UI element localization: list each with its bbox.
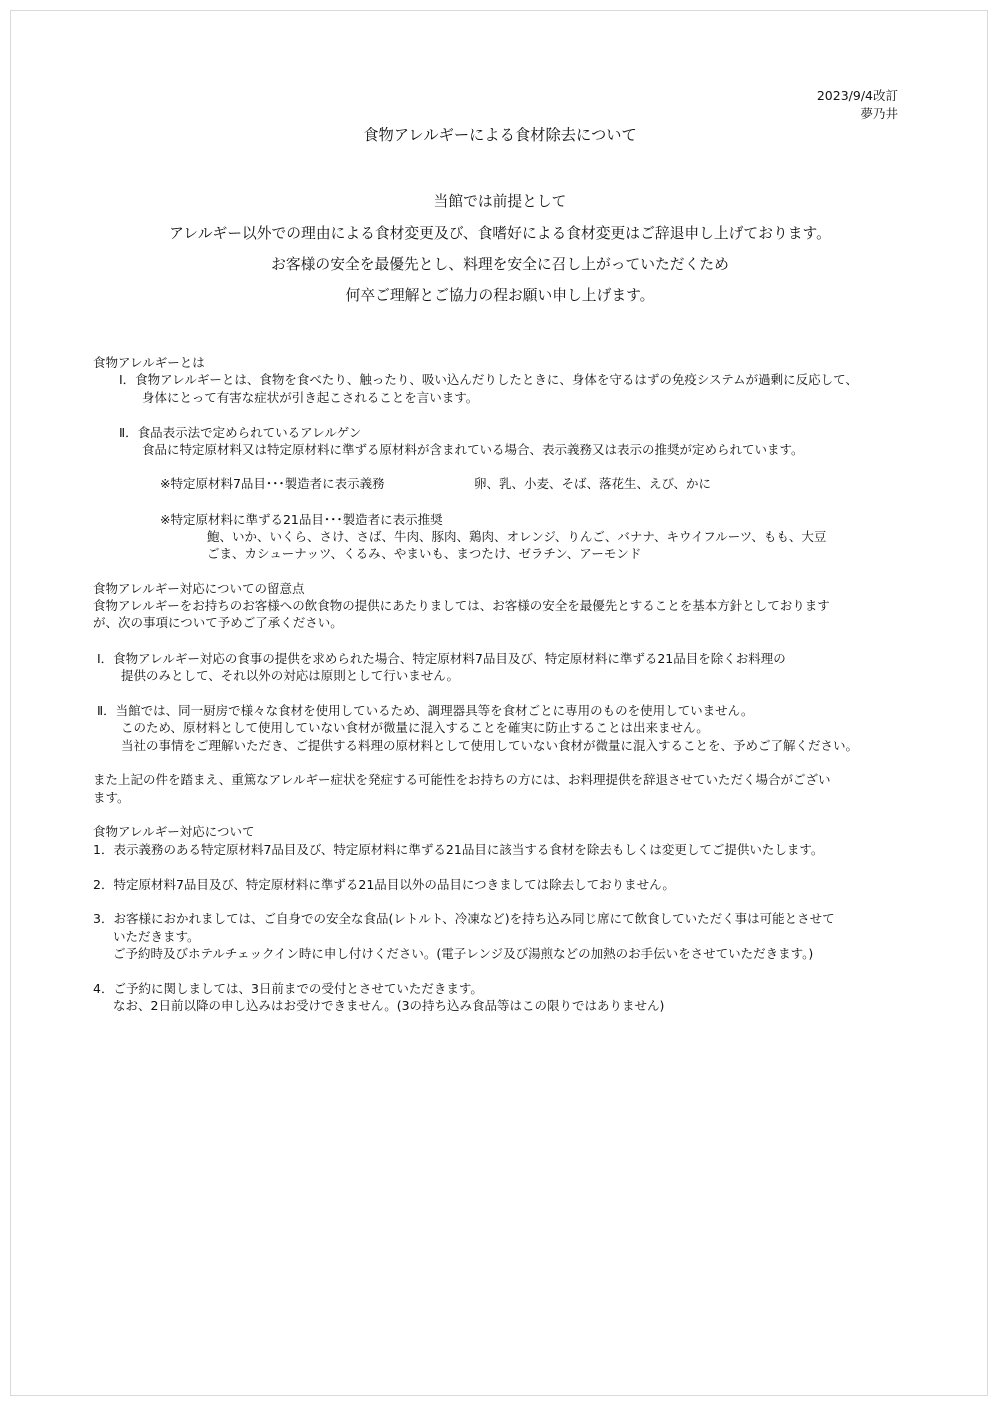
section3-item3-line1: 3．お客様におかれましては、ご自身での安全な食品(レトルト、冷凍など)を持ち込み同じ席にて飲食していただく事は可能とさせて bbox=[93, 911, 835, 926]
section2-heading: 食物アレルギー対応についての留意点 bbox=[93, 581, 305, 596]
section1-item1-line2: 身体にとって有害な症状が引き起こされることを言います。 bbox=[142, 390, 479, 405]
section3-item1: 1．表示義務のある特定原材料7品目及び、特定原材料に準ずる21品目に該当する食材を除去もしくは変更してご提供いたします。 bbox=[93, 842, 824, 857]
section1-item2-line: 食品に特定原材料又は特定原材料に準ずる原材料が含まれている場合、表示義務又は表示の推奨が定められています。 bbox=[142, 442, 804, 457]
intro-line-1: 当館では前提として bbox=[433, 193, 567, 210]
recommended-allergen-list-2: ごま、カシューナッツ、くるみ、やまいも、まつたけ、ゼラチン、アーモンド bbox=[207, 546, 642, 561]
section2-item2-line1: Ⅱ．当館では、同一厨房で様々な食材を使用しているため、調理器具等を食材ごとに専用のものを使用していません。 bbox=[97, 703, 754, 718]
section3-item3-line3: ご予約時及びホテルチェックイン時に申し付けください。(電子レンジ及び湯煎などの加熱のお手伝いをさせていただきます。) bbox=[113, 946, 814, 961]
section3-item4-line2: なお、2日前以降の申し込みはお受けできません。(3の持ち込み食品等はこの限りではありません) bbox=[113, 998, 665, 1013]
section2-intro-line1: 食物アレルギーをお持ちのお客様への飲食物の提供にあたりましては、お客様の安全を最優先とすることを基本方針としております bbox=[93, 598, 830, 613]
author: 夢乃井 bbox=[860, 106, 898, 121]
section2-item1-line2: 提供のみとして、それ以外の対応は原則として行いません。 bbox=[121, 668, 460, 683]
recommended-allergen-list-1: 鮑、いか、いくら、さけ、さば、牛肉、豚肉、鶏肉、オレンジ、りんご、バナナ、キウイフルーツ、もも、大豆 bbox=[207, 529, 827, 544]
mandatory-allergen-list: 卵、乳、小麦、そば、落花生、えび、かに bbox=[474, 476, 712, 491]
section3-item2: 2．特定原材料7品目及び、特定原材料に準ずる21品目以外の品目につきましては除去しておりません。 bbox=[93, 877, 675, 892]
section2-note-line1: また上記の件を踏まえ、重篤なアレルギー症状を発症する可能性をお持ちの方には、お料理提供を辞退させていただく場合がござい bbox=[93, 772, 831, 787]
section2-item1-line1: Ⅰ．食物アレルギー対応の食事の提供を求められた場合、特定原材料7品目及び、特定原材料に準ずる21品目を除くお料理の bbox=[97, 651, 786, 666]
section2-intro-line2: が、次の事項について予めご了承ください。 bbox=[93, 615, 343, 630]
section1-item1-line1: Ⅰ．食物アレルギーとは、食物を食べたり、触ったり、吸い込んだりしたときに、身体を守るはずの免疫システムが過剰に反応して、 bbox=[119, 372, 858, 387]
mandatory-allergen-label: ※特定原材料7品目･･･製造者に表示義務 bbox=[160, 476, 385, 491]
section2-item2-line2: このため、原材料として使用していない食材が微量に混入することを確実に防止することは出来ません。 bbox=[121, 720, 709, 735]
revision-date: 2023/9/4改訂 bbox=[816, 88, 898, 103]
section1-heading: 食物アレルギーとは bbox=[93, 355, 205, 370]
page-title: 食物アレルギーによる食材除去について bbox=[363, 126, 637, 144]
section1-item2-title: Ⅱ．食品表示法で定められているアレルゲン bbox=[119, 425, 362, 440]
section3-item3-line2: いただきます。 bbox=[113, 929, 200, 944]
section2-note-line2: ます。 bbox=[93, 790, 130, 805]
section3-heading: 食物アレルギー対応について bbox=[93, 824, 255, 839]
section2-item2-line3: 当社の事情をご理解いただき、ご提供する料理の原材料として使用していない食材が微量に混入することを、予めご了解ください。 bbox=[121, 738, 859, 753]
recommended-allergen-label: ※特定原材料に準ずる21品目･･･製造者に表示推奨 bbox=[160, 512, 443, 527]
intro-line-2: アレルギー以外での理由による食材変更及び、食嗜好による食材変更はご辞退申し上げております。 bbox=[169, 225, 831, 242]
section3-item4-line1: 4．ご予約に関しましては、3日前までの受付とさせていただきます。 bbox=[93, 981, 483, 996]
intro-line-3: お客様の安全を最優先とし、料理を安全に召し上がっていただくため bbox=[271, 256, 729, 273]
intro-line-4: 何卒ご理解とご協力の程お願い申し上げます。 bbox=[345, 287, 655, 304]
